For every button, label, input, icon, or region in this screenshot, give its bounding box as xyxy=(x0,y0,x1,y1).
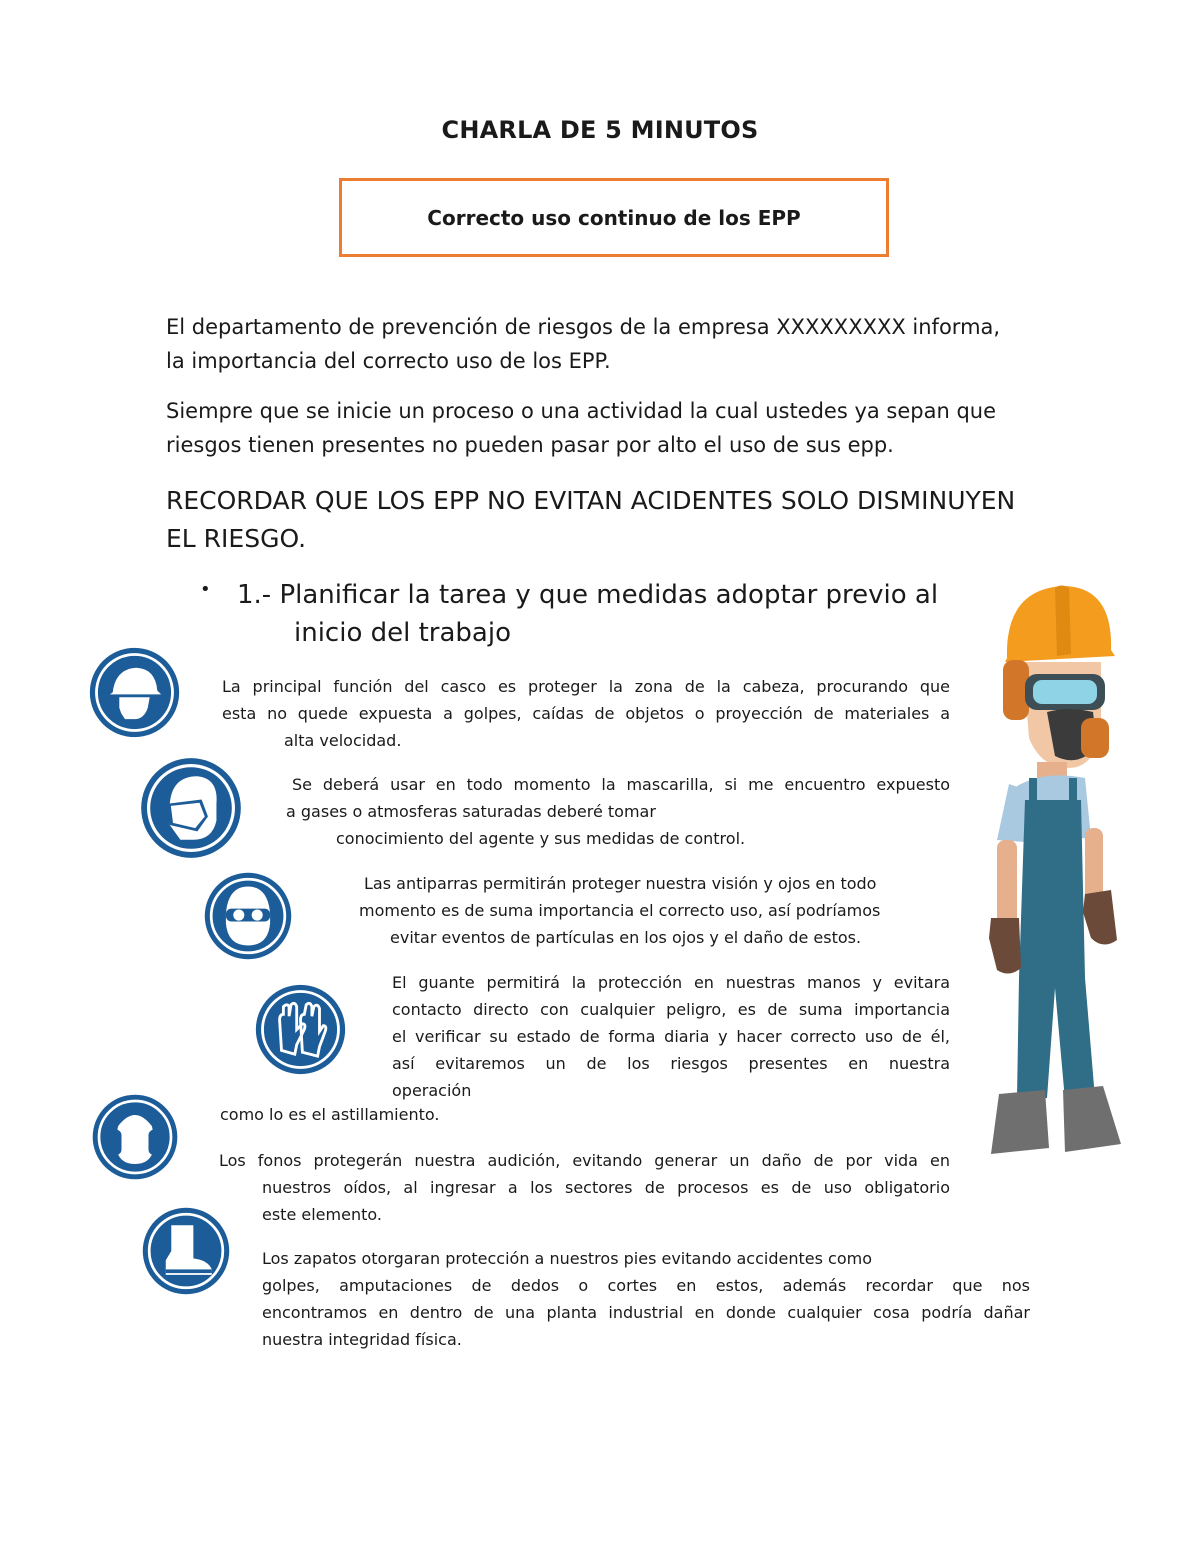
text-line: operación xyxy=(392,1081,472,1100)
gloves-sign-icon xyxy=(248,982,353,1077)
intro-line: riesgos tienen presentes no pueden pasar por alto el uso de sus epp. xyxy=(166,433,894,457)
bullet-dot: • xyxy=(200,579,211,600)
text-line: encontramos en dentro de una planta industrial en donde cualquier cosa podría dañar xyxy=(262,1303,1030,1322)
reminder-line: EL RIESGO. xyxy=(166,524,307,553)
intro-paragraph-2 xyxy=(166,394,1066,462)
gloves-text xyxy=(392,969,950,1104)
step-line: 1.- Planificar la tarea y que medidas adoptar previo al xyxy=(237,580,939,610)
gloves-text-end: como lo es el astillamiento. xyxy=(220,1105,440,1124)
text-line: evitar eventos de partículas en los ojos y el daño de estos. xyxy=(390,928,862,947)
text-line: nuestra integridad física. xyxy=(262,1330,462,1349)
subtitle-box xyxy=(339,178,889,257)
reminder-line: RECORDAR QUE LOS EPP NO EVITAN ACIDENTES SOLO DISMINUYEN xyxy=(166,486,1016,515)
text-line: Los zapatos otorgaran protección a nuestros pies evitando accidentes como xyxy=(262,1249,872,1268)
text-line: momento es de suma importancia el correcto uso, así podríamos xyxy=(359,901,881,920)
mask-text xyxy=(286,771,950,852)
step-line: inicio del trabajo xyxy=(294,618,511,648)
goggles-sign-icon xyxy=(195,870,301,962)
text-line: el verificar su estado de forma diaria y hacer correcto uso de él, xyxy=(392,1027,950,1046)
helmet-sign-icon xyxy=(87,645,182,740)
goggles-text xyxy=(359,870,959,951)
arm-icon xyxy=(997,840,1017,930)
ear-text xyxy=(219,1147,950,1228)
glove-icon xyxy=(989,918,1021,974)
mask-sign-icon xyxy=(138,755,244,861)
ear-protection-sign-icon xyxy=(90,1092,180,1182)
step-heading xyxy=(237,576,957,652)
subtitle: Correcto uso continuo de los EPP xyxy=(427,205,801,230)
page-title: CHARLA DE 5 MINUTOS xyxy=(441,116,759,144)
intro-paragraph-1 xyxy=(166,310,1066,378)
text-line: nuestros oídos, al ingresar a los sectores de procesos es de uso obligatorio xyxy=(262,1178,950,1197)
worker-illustration xyxy=(985,578,1135,1158)
text-line: Las antiparras permitirán proteger nuestra visión y ojos en todo xyxy=(364,874,877,893)
text-line: esta no quede expuesta a golpes, caídas de objetos o proyección de materiales a xyxy=(222,704,950,723)
intro-line: El departamento de prevención de riesgos de la empresa XXXXXXXXX informa, xyxy=(166,315,1001,339)
text-line: a gases o atmosferas saturadas deberé tomar xyxy=(286,802,656,821)
text-line: contacto directo con cualquier peligro, es de suma importancia xyxy=(392,1000,950,1019)
intro-line: la importancia del correcto uso de los EPP. xyxy=(166,349,611,373)
intro-line: Siempre que se inicie un proceso o una actividad la cual ustedes ya sepan que xyxy=(166,399,997,423)
text-line: este elemento. xyxy=(262,1205,382,1224)
text-line: así evitaremos un de los riesgos presentes en nuestra xyxy=(392,1054,950,1073)
reminder-heading xyxy=(166,482,1066,558)
boot-icon xyxy=(991,1090,1049,1154)
boots-text xyxy=(262,1245,1030,1353)
text-line: La principal función del casco es proteger la zona de la cabeza, procurando que xyxy=(222,677,950,696)
text-line: Se deberá usar en todo momento la mascarilla, si me encuentro expuesto xyxy=(292,775,950,794)
helmet-icon xyxy=(1005,586,1115,663)
overall-icon xyxy=(1017,800,1095,1100)
text-line: El guante permitirá la protección en nuestras manos y evitara xyxy=(392,973,950,992)
text-line: conocimiento del agente y sus medidas de control. xyxy=(336,829,746,848)
helmet-text xyxy=(222,673,950,754)
text-line: golpes, amputaciones de dedos o cortes en estos, además recordar que nos xyxy=(262,1276,1030,1295)
text-line: alta velocidad. xyxy=(284,731,402,750)
text-line: Los fonos protegerán nuestra audición, evitando generar un daño de por vida en xyxy=(219,1151,950,1170)
